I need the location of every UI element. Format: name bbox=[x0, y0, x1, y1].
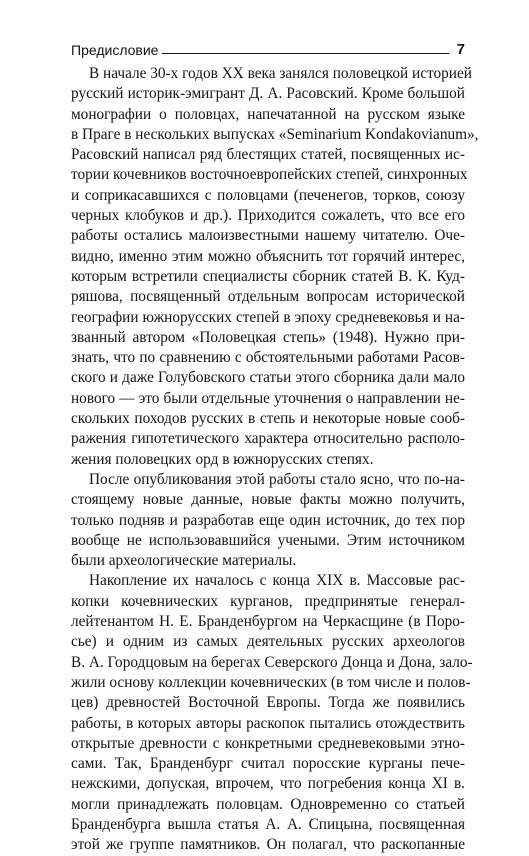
text-line: которым встретили специалисты сборник статей В. К. Куд- bbox=[71, 267, 465, 285]
text-line: сье) и одним из самых деятельных русских археологов bbox=[71, 633, 465, 651]
text-line: могли принадлежать половцам. Одновременно со статьей bbox=[71, 795, 465, 813]
text-line: работы остались малоизвестными нашему читателю. Оче- bbox=[71, 227, 465, 245]
text-line: русский историк-эмигрант Д. А. Расовский. Кроме большой bbox=[71, 85, 465, 103]
text-line: После опубликования этой работы стало ясно, что по-на- bbox=[89, 470, 465, 488]
text-line: Расовский написал ряд блестящих статей, посвященных ис- bbox=[71, 146, 465, 164]
text-line: были археологические материалы. bbox=[71, 552, 297, 570]
page-number: 7 bbox=[456, 41, 465, 58]
text-line: ского и даже Голубовского статьи этого сборника дали мало bbox=[71, 369, 465, 387]
text-line: ряшова, посвященный отдельным вопросам исторической bbox=[71, 288, 465, 306]
text-line: открытые древности с конкретными средневековыми этно- bbox=[71, 734, 465, 752]
section-title: Предисловие bbox=[71, 42, 159, 58]
text-line: скольких походов русских в степь и некоторые новые сооб- bbox=[71, 410, 465, 428]
text-line: в Праге в нескольких выпусках «Seminarium Kondakovianum», bbox=[71, 125, 479, 143]
text-line: вообще не использовавшийся учеными. Этим источником bbox=[71, 531, 465, 549]
paragraph bbox=[71, 571, 473, 855]
text-line: знать, что по сравнению с обстоятельными работами Расов- bbox=[71, 349, 465, 367]
text-line: этой же группе памятников. Он полагал, что раскопанные bbox=[71, 836, 465, 854]
text-line: Бранденбурга вышла статья А. А. Спицына, посвященная bbox=[71, 815, 465, 833]
text-line: копки кочевнических курганов, предпринятые генерал- bbox=[71, 592, 465, 610]
running-head bbox=[71, 36, 465, 58]
text-line: В начале 30-х годов XX века занялся половецкой историей bbox=[89, 65, 472, 82]
text-line: нового — это были отдельные уточнения о направлении не- bbox=[71, 389, 465, 407]
text-line: только подняв и разработав еще один источник, до тех пор bbox=[71, 511, 465, 529]
text-line: званный автором «Половецкая степь» (1948). Нужно при- bbox=[71, 328, 465, 346]
text-line: жили основу коллекции кочевнических (в том числе и полов- bbox=[71, 673, 471, 691]
text-line: В. А. Городцовым на берегах Северского Донца и Дона, зало- bbox=[71, 653, 473, 671]
body-text bbox=[71, 64, 479, 856]
text-line: черных клобуков и др.). Приходится сожалеть, что все его bbox=[71, 207, 465, 225]
text-line: сами. Так, Бранденбург считал поросские курганы пече- bbox=[71, 755, 465, 773]
text-line: лейтенантом Н. Е. Бранденбургом на Черкасщине (в Поро- bbox=[71, 613, 465, 631]
text-line: жения половецких орд в южнорусских степях. bbox=[71, 450, 374, 468]
text-line: и соприкасавшихся с половцами (печенегов, торков, союзу bbox=[71, 186, 465, 204]
text-line: географии южнорусских степей в эпоху средневековья и на- bbox=[71, 308, 465, 326]
text-line: нежскими, допуская, впрочем, что погребения конца XI в. bbox=[71, 775, 465, 793]
text-line: ражения гипотетического характера относительно располо- bbox=[71, 430, 465, 448]
text-line: монографии о половцах, напечатанной на русском языке bbox=[71, 105, 465, 123]
paragraph bbox=[71, 64, 479, 470]
text-line: работы, в которых авторы раскопок пытались отождествить bbox=[71, 714, 465, 732]
paragraph bbox=[71, 470, 465, 571]
header-rule bbox=[162, 53, 448, 54]
text-line: цев) древностей Восточной Европы. Тогда же появились bbox=[71, 694, 465, 712]
text-line: видно, именно этим можно объяснить тот горячий интерес, bbox=[71, 247, 465, 265]
text-line: Накопление их началось с конца XIX в. Массовые рас- bbox=[89, 572, 465, 590]
text-line: тории кочевников восточноевропейских степей, синхронных bbox=[71, 166, 468, 184]
text-line: стоящему новые данные, новые факты можно получить, bbox=[71, 491, 465, 509]
